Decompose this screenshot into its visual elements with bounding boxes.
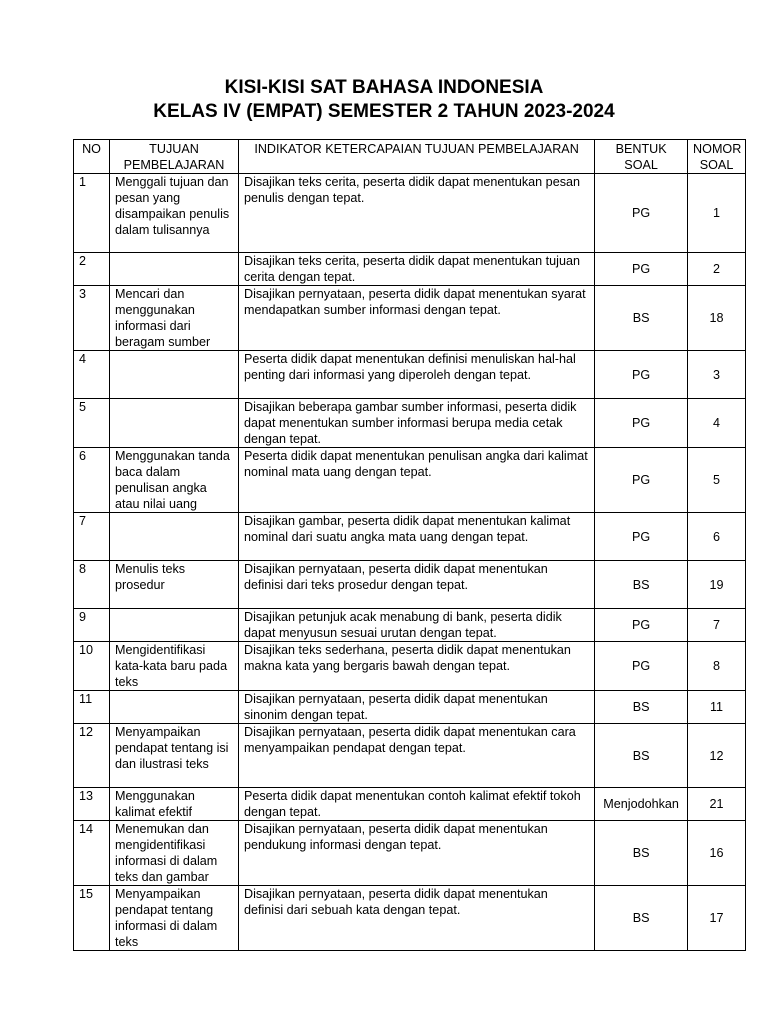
table-row xyxy=(74,642,746,691)
row-indikator: Disajikan teks sederhana, peserta didik dapat menentukan makna kata yang bergaris bawah dengan tepat. xyxy=(238,642,594,691)
row-no: 2 xyxy=(74,253,110,286)
row-tujuan: Menggali tujuan dan pesan yang disampaikan penulis dalam tulisannya xyxy=(110,174,239,253)
table-row xyxy=(74,691,746,724)
row-nomor: 8 xyxy=(688,642,746,691)
row-no: 8 xyxy=(74,561,110,609)
row-no: 3 xyxy=(74,286,110,351)
table-row xyxy=(74,609,746,642)
row-indikator: Disajikan teks cerita, peserta didik dapat menentukan pesan penulis dengan tepat. xyxy=(238,174,594,253)
row-no: 11 xyxy=(74,691,110,724)
row-no: 13 xyxy=(74,788,110,821)
row-bentuk: BS xyxy=(595,561,688,609)
row-tujuan xyxy=(110,253,239,286)
row-nomor: 21 xyxy=(688,788,746,821)
row-indikator: Peserta didik dapat menentukan definisi menuliskan hal-hal penting dari informasi yang diperoleh dengan tepat. xyxy=(238,351,594,399)
table-header-row xyxy=(74,140,746,174)
row-tujuan: Mengidentifikasi kata-kata baru pada teks xyxy=(110,642,239,691)
table-row xyxy=(74,448,746,513)
row-no: 4 xyxy=(74,351,110,399)
row-nomor: 12 xyxy=(688,724,746,788)
header-tujuan: TUJUAN PEMBELAJARAN xyxy=(110,140,239,174)
header-indikator: INDIKATOR KETERCAPAIAN TUJUAN PEMBELAJARAN xyxy=(238,140,594,174)
row-indikator: Disajikan pernyataan, peserta didik dapat menentukan pendukung informasi dengan tepat. xyxy=(238,821,594,886)
table-row xyxy=(74,174,746,253)
row-tujuan: Menemukan dan mengidentifikasi informasi di dalam teks dan gambar xyxy=(110,821,239,886)
row-nomor: 11 xyxy=(688,691,746,724)
row-bentuk: PG xyxy=(595,448,688,513)
row-indikator: Disajikan pernyataan, peserta didik dapat menentukan cara menyampaikan pendapat dengan tepat. xyxy=(238,724,594,788)
row-indikator: Peserta didik dapat menentukan penulisan angka dari kalimat nominal mata uang dengan tepat. xyxy=(238,448,594,513)
row-indikator: Peserta didik dapat menentukan contoh kalimat efektif tokoh dengan tepat. xyxy=(238,788,594,821)
document-title: KISI-KISI SAT BAHASA INDONESIA xyxy=(224,77,544,98)
row-tujuan: Mencari dan menggunakan informasi dari beragam sumber xyxy=(110,286,239,351)
row-tujuan xyxy=(110,691,239,724)
row-indikator: Disajikan petunjuk acak menabung di bank, peserta didik dapat menyusun sesuai urutan dengan tepat. xyxy=(238,609,594,642)
row-no: 14 xyxy=(74,821,110,886)
row-indikator: Disajikan teks cerita, peserta didik dapat menentukan tujuan cerita dengan tepat. xyxy=(238,253,594,286)
row-no: 15 xyxy=(74,886,110,951)
table-row xyxy=(74,253,746,286)
row-bentuk: PG xyxy=(595,253,688,286)
row-no: 10 xyxy=(74,642,110,691)
row-bentuk: PG xyxy=(595,609,688,642)
row-no: 12 xyxy=(74,724,110,788)
row-nomor: 19 xyxy=(688,561,746,609)
row-tujuan: Menggunakan tanda baca dalam penulisan angka atau nilai uang xyxy=(110,448,239,513)
table-row xyxy=(74,513,746,561)
row-indikator: Disajikan pernyataan, peserta didik dapat menentukan sinonim dengan tepat. xyxy=(238,691,594,724)
row-bentuk: PG xyxy=(595,642,688,691)
row-nomor: 2 xyxy=(688,253,746,286)
table-row xyxy=(74,788,746,821)
row-tujuan: Menyampaikan pendapat tentang isi dan ilustrasi teks xyxy=(110,724,239,788)
table-row xyxy=(74,399,746,448)
row-nomor: 6 xyxy=(688,513,746,561)
table-row xyxy=(74,821,746,886)
row-nomor: 4 xyxy=(688,399,746,448)
table-row xyxy=(74,561,746,609)
row-bentuk: PG xyxy=(595,351,688,399)
row-bentuk: BS xyxy=(595,886,688,951)
row-indikator: Disajikan pernyataan, peserta didik dapat menentukan definisi dari sebuah kata dengan tepat. xyxy=(238,886,594,951)
row-no: 6 xyxy=(74,448,110,513)
row-tujuan: Menyampaikan pendapat tentang informasi di dalam teks xyxy=(110,886,239,951)
table-row xyxy=(74,724,746,788)
row-nomor: 17 xyxy=(688,886,746,951)
row-nomor: 1 xyxy=(688,174,746,253)
header-no: NO xyxy=(74,140,110,174)
row-no: 7 xyxy=(74,513,110,561)
row-tujuan xyxy=(110,399,239,448)
table-row xyxy=(74,351,746,399)
table-row xyxy=(74,286,746,351)
row-bentuk: PG xyxy=(595,513,688,561)
row-indikator: Disajikan pernyataan, peserta didik dapat menentukan syarat mendapatkan sumber informasi dengan tepat. xyxy=(238,286,594,351)
header-nomor: NOMOR SOAL xyxy=(688,140,746,174)
row-tujuan xyxy=(110,513,239,561)
row-indikator: Disajikan gambar, peserta didik dapat menentukan kalimat nominal dari suatu angka mata uang dengan tepat. xyxy=(238,513,594,561)
row-no: 9 xyxy=(74,609,110,642)
row-nomor: 3 xyxy=(688,351,746,399)
row-nomor: 18 xyxy=(688,286,746,351)
row-no: 5 xyxy=(74,399,110,448)
kisi-kisi-table xyxy=(73,139,746,951)
row-bentuk: Menjodohkan xyxy=(595,788,688,821)
row-tujuan xyxy=(110,351,239,399)
header-bentuk: BENTUK SOAL xyxy=(595,140,688,174)
row-nomor: 16 xyxy=(688,821,746,886)
row-no: 1 xyxy=(74,174,110,253)
row-nomor: 5 xyxy=(688,448,746,513)
row-nomor: 7 xyxy=(688,609,746,642)
row-bentuk: BS xyxy=(595,691,688,724)
row-bentuk: BS xyxy=(595,286,688,351)
row-bentuk: PG xyxy=(595,174,688,253)
row-indikator: Disajikan pernyataan, peserta didik dapat menentukan definisi dari teks prosedur dengan tepat. xyxy=(238,561,594,609)
row-tujuan: Menulis teks prosedur xyxy=(110,561,239,609)
row-bentuk: BS xyxy=(595,724,688,788)
row-tujuan xyxy=(110,609,239,642)
row-bentuk: BS xyxy=(595,821,688,886)
table-row xyxy=(74,886,746,951)
row-bentuk: PG xyxy=(595,399,688,448)
document-subtitle: KELAS IV (EMPAT) SEMESTER 2 TAHUN 2023-2024 xyxy=(153,101,615,122)
row-tujuan: Menggunakan kalimat efektif xyxy=(110,788,239,821)
row-indikator: Disajikan beberapa gambar sumber informasi, peserta didik dapat menentukan sumber informasi berupa media cetak dengan tepat. xyxy=(238,399,594,448)
